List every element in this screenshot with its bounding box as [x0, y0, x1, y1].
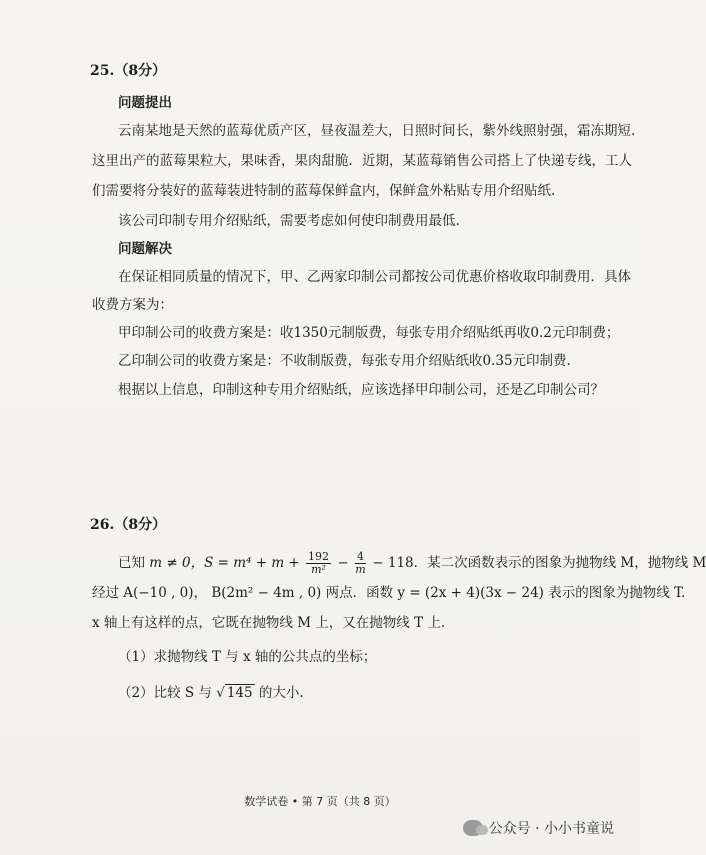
q25-para2: 该公司印制专用介绍贴纸，需要考虑如何使印制费用最低. [118, 213, 460, 229]
q25-para1-line3: 们需要将分装好的蓝莓装进特制的蓝莓保鲜盒内，保鲜盒外粘贴专用介绍贴纸. [92, 183, 556, 199]
q26-fraction-2-denominator: m [355, 563, 366, 576]
q25-plan-a: 甲印制公司的收费方案是：收1350元制版费，每张专用介绍贴纸再收0.2元印制费； [118, 325, 620, 341]
watermark [463, 818, 614, 838]
q26-fraction-1-denominator: m² [311, 563, 326, 576]
q26-sub1: （1）求抛物线 T 与 x 轴的公共点的坐标； [118, 649, 377, 665]
watermark-text: 公众号 · 小小书童说 [488, 821, 614, 837]
q26-line1 [118, 551, 706, 576]
q26-line1-minus: − [337, 555, 349, 571]
q25-question: 根据以上信息，印制这种专用介绍贴纸，应该选择甲印制公司，还是乙印制公司？ [118, 382, 604, 398]
q26-number: 26.（8分） [90, 517, 167, 533]
q26-sub2-suffix: 的大小. [258, 685, 304, 701]
q25-para1-line1: 云南某地是天然的蓝莓优质产区，昼夜温差大，日照时间长，紫外线照射强，霜冻期短. [118, 123, 636, 139]
sqrt-symbol: √ [216, 685, 225, 701]
q26-line1-condition: m ≠ 0，S = m⁴ + m + [149, 555, 300, 571]
q25-heading-problem: 问题提出 [118, 95, 172, 111]
q26-line2: 经过 A(−10 , 0)， B(2m² − 4m , 0) 两点．函数 y = (2x + 4)(3x − 24) 表示的图象为抛物线 T. [92, 585, 686, 601]
q25-para3-line2: 收费方案为： [92, 297, 173, 313]
q25-para1-line2: 这里出产的蓝莓果粒大，果味香，果肉甜脆．近期，某蓝莓销售公司搭上了快递专线，工人 [92, 153, 632, 169]
q26-line1-prefix: 已知 [118, 555, 145, 571]
wechat-icon [463, 820, 483, 836]
q26-fraction-1-numerator: 192 [308, 550, 330, 563]
q26-line1-suffix: − 118．某二次函数表示的图象为抛物线 M，抛物线 M [372, 555, 706, 571]
q26-fraction-1 [306, 551, 331, 576]
q25-heading-solution: 问题解决 [118, 241, 172, 257]
q26-sub2 [118, 684, 304, 702]
q25-number: 25.（8分） [90, 63, 167, 79]
page-footer: 数学试卷 • 第 7 页（共 8 页） [244, 795, 396, 808]
q26-fraction-2 [355, 551, 366, 576]
q26-fraction-2-numerator: 4 [356, 550, 364, 563]
q26-line3: x 轴上有这样的点，它既在抛物线 M 上，又在抛物线 T 上. [92, 615, 446, 631]
q26-sub2-prefix: （2）比较 S 与 [118, 685, 212, 701]
q26-sub2-radicand: 145 [226, 685, 253, 701]
q25-para3-line1: 在保证相同质量的情况下，甲、乙两家印制公司都按公司优惠价格收取印制费用．具体 [118, 269, 631, 285]
q25-plan-b: 乙印制公司的收费方案是：不收制版费，每张专用介绍贴纸收0.35元印制费. [118, 353, 571, 369]
bleed-through-text [470, 60, 480, 75]
